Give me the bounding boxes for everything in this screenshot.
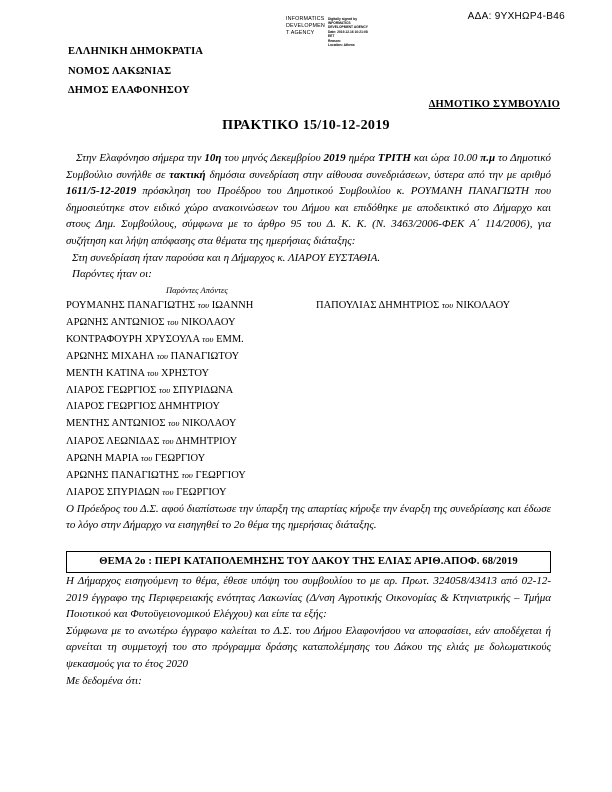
table-row — [66, 399, 551, 415]
intro-bold-invitation-number: 1611/5-12-2019 — [66, 185, 137, 198]
present-attendee — [66, 450, 316, 467]
stamp-detail-2: INFORMATICS — [327, 20, 351, 25]
present-attendee — [66, 484, 316, 501]
present-father: ΠΑΝΑΓΙΩΤΟΥ — [170, 351, 240, 363]
agenda-item-heading: ΘΕΜΑ 2ο : ΠΕΡΙ ΚΑΤΑΠΟΛΕΜΗΣΗΣ ΤΟΥ ΔΑΚΟΥ ΤΗΣ ΕΛΙΑΣ ΑΡΙΘ.ΑΠΟΦ. 68/2019 — [66, 551, 551, 573]
absent-placeholder — [316, 415, 551, 432]
absent-placeholder — [316, 399, 551, 415]
present-father: ΓΕΩΡΓΙΟΥ — [195, 469, 246, 481]
present-relation: του — [202, 333, 214, 344]
chairman-paragraph: Ο Πρόεδρος του Δ.Σ. αφού διαπίστωσε την ύπαρξη της απαρτίας κήρυξε την έναρξη της συνεδρίασης και έδωσε το λόγο στην Δήμαρχο να εισηγηθεί το 2ο θέμα της ημερήσιας διάταξης. — [66, 502, 551, 532]
absent-placeholder — [316, 433, 551, 450]
absent-attendee — [316, 297, 551, 314]
present-attendee — [66, 382, 316, 399]
table-row — [66, 450, 551, 467]
present-father: ΓΕΩΡΓΙΟΥ — [154, 452, 206, 464]
intro-bold-session-type: τακτική — [169, 168, 206, 181]
present-father: ΙΩΑΝΝΗ — [211, 299, 254, 311]
present-intro-line: Παρόντες ήταν οι: — [72, 268, 152, 281]
content-paragraph-1: Η Δήμαρχος εισηγούμενη το θέμα, έθεσε υπόψη του συμβουλίου το με αρ. Πρωτ. 324058/43413 από 02-12-2019 έγγραφο της Περιφερειακής ενότητας Λακωνίας (Δ/νση Αγροτικής Οικονομίας & Κτηνιατρικής – Τμήμα Ποιοτικού και Φυτοϋγειονομικού Ελέγχου) και είπε τα εξής: — [66, 575, 551, 621]
absent-father: ΝΙΚΟΛΑΟΥ — [455, 299, 511, 311]
table-row — [66, 415, 551, 432]
present-attendee — [66, 297, 316, 314]
present-attendee — [66, 467, 316, 484]
content-paragraph-2: Σύμφωνα με το ανωτέρω έγγραφο καλείται το Δ.Σ. του Δήμου Ελαφονήσου να αποφασίσει, εάν αποδέχεται ή αρνείται τη συμμετοχή του στο πρόγραμμα δράσης καταπολέμησης του Δάκου της ελιάς με δολωματικούς ψεκασμούς για το έτος 2020 — [66, 624, 551, 671]
table-row — [66, 314, 551, 331]
stamp-detail-3: DEVELOPMENT AGENCY — [327, 25, 368, 30]
present-attendee — [66, 415, 316, 432]
stamp-detail-6: Reason: — [327, 38, 341, 43]
absent-placeholder — [316, 382, 551, 399]
council-label: ΔΗΜΟΤΙΚΟ ΣΥΜΒΟΥΛΙΟ — [428, 99, 560, 110]
present-name: ΑΡΩΝΗΣ ΑΝΤΩΝΙΟΣ — [66, 316, 165, 328]
letterhead-prefecture: ΝΟΜΟΣ ΛΑΚΩΝΙΑΣ — [68, 65, 172, 77]
present-relation: του — [147, 368, 159, 379]
letterhead — [68, 42, 203, 101]
absent-placeholder — [316, 314, 551, 331]
page-title: ΠΡΑΚΤΙΚΟ 15/10-12-2019 — [222, 118, 390, 133]
present-relation: του — [156, 351, 169, 362]
present-father: ΓΕΩΡΓΙΟΥ — [176, 486, 227, 498]
present-relation: του — [140, 452, 153, 463]
present-father: ΕΜΜ. — [216, 333, 244, 345]
diavgeia-signature-stamp — [286, 16, 368, 48]
present-relation: του — [162, 435, 174, 446]
stamp-detail-7: Location: Athens — [327, 43, 355, 48]
letterhead-republic: ΕΛΛΗΝΙΚΗ ΔΗΜΟΚΡΑΤΙΑ — [68, 46, 204, 57]
present-name: ΛΙΑΡΟΣ ΓΕΩΡΓΙΟΣ — [66, 385, 157, 397]
stamp-detail-5: EET — [327, 34, 335, 39]
table-row — [66, 382, 551, 399]
absent-name: ΠΑΠΟΥΛΙΑΣ ΔΗΜΗΤΡΙΟΣ — [316, 299, 440, 311]
intro-paragraph — [66, 150, 551, 250]
intro-seg-6: δημόσια συνεδρίαση στην αίθουσα συνεδριάσεων, ύστερα από την με αριθμό — [205, 168, 551, 181]
absent-relation: του — [441, 299, 454, 310]
attendance-intro — [66, 250, 551, 283]
roster-columns-header: Παρόντες Απόντες — [166, 284, 228, 295]
intro-seg-7: πρόσκληση του Προέδρου του Δημοτικού Συμβουλίου κ. ΡΟΥΜΑΝΗ ΠΑΝΑΓΙΩΤΗ που δημοσιεύτηκε στον ειδικό χώρο ανακοινώσεων του Δήμου και επιδόθηκε με αποδεικτικό στο Δήμαρχο και στους Δημ. Συμβούλους, σύμφωνα με το άρθρο 95 του Δ. Κ. Κ. (Ν. 3463/2006-ΦΕΚ Α΄ 114/2006), για συζήτηση και λήψη απόφασης στα θέματα της ημερήσιας διάταξης: — [66, 185, 551, 247]
stamp-line-3: T AGENCY — [286, 30, 315, 37]
intro-seg-3: ημέρα — [345, 152, 378, 164]
present-name: ΚΟΝΤΡΑΦΟΥΡΗ ΧΡΥΣΟΥΛΑ — [66, 333, 200, 345]
intro-bold-day: 10η — [204, 152, 222, 164]
mayor-presence-line: Στη συνεδρίαση ήταν παρούσα και η Δήμαρχος κ. ΛΙΑΡΟΥ ΕΥΣΤΑΘΙΑ. — [72, 251, 381, 264]
table-row — [66, 433, 551, 450]
absent-placeholder — [316, 467, 551, 484]
present-name: ΑΡΩΝΗΣ ΠΑΝΑΓΙΩΤΗΣ — [66, 469, 179, 481]
intro-bold-ampm: π.μ — [480, 152, 496, 164]
present-relation: του — [168, 418, 180, 429]
present-relation: του — [167, 316, 179, 327]
stamp-detail-1: Digitally signed by — [327, 16, 358, 21]
present-father: ΝΙΚΟΛΑΟΥ — [182, 418, 237, 430]
present-name: ΛΙΑΡΟΣ ΛΕΩΝΙΔΑΣ — [66, 435, 160, 447]
present-name: ΛΙΑΡΟΣ ΣΠΥΡΙΔΩΝ — [66, 486, 160, 498]
absent-placeholder — [316, 484, 551, 501]
present-name: ΜΕΝΤΗ ΚΑΤΙΝΑ — [66, 368, 145, 380]
stamp-line-2: DEVELOPMEN — [286, 23, 325, 30]
present-attendee — [66, 399, 316, 415]
present-father: ΔΗΜΗΤΡΙΟΥ — [175, 435, 238, 447]
present-name: ΛΙΑΡΟΣ ΓΕΩΡΓΙΟΣ ΔΗΜΗΤΡΙΟΥ — [66, 401, 220, 413]
table-row — [66, 467, 551, 484]
present-name: ΑΡΩΝΗ ΜΑΡΙΑ — [66, 452, 139, 464]
absent-placeholder — [316, 348, 551, 365]
present-relation: του — [181, 469, 193, 480]
absent-placeholder — [316, 450, 551, 467]
intro-seg-5: το Δημοτικό Συμβούλιο συνήλθε σε — [66, 152, 551, 181]
present-relation: του — [158, 385, 171, 396]
ada-code: ΑΔΑ: 9ΥΧΗΩΡ4-Β46 — [467, 11, 565, 22]
intro-seg-2: του μηνός Δεκεμβρίου — [221, 152, 324, 164]
table-row — [66, 484, 551, 501]
present-relation: του — [197, 299, 210, 310]
intro-bold-weekday: ΤΡΙΤΗ — [377, 152, 411, 164]
present-attendee — [66, 348, 316, 365]
table-row — [66, 348, 551, 365]
stamp-signature-details — [328, 16, 368, 48]
intro-seg-4: και ώρα 10.00 — [410, 152, 481, 164]
present-attendee — [66, 433, 316, 450]
stamp-line-1: INFORMATICS — [286, 16, 325, 22]
intro-bold-year: 2019 — [323, 152, 346, 164]
stamp-agency-name — [286, 16, 325, 38]
absent-placeholder — [316, 365, 551, 382]
present-father: ΧΡΗΣΤΟΥ — [161, 368, 210, 380]
present-name: ΜΕΝΤΗΣ ΑΝΤΩΝΙΟΣ — [66, 418, 166, 430]
intro-seg-1: Στην Ελαφόνησο σήμερα την — [76, 152, 205, 164]
table-row — [66, 331, 551, 348]
absent-placeholder — [316, 331, 551, 348]
stamp-detail-4: Date: 2019.12.16 10:21:08 — [327, 29, 368, 34]
present-attendee — [66, 331, 316, 348]
present-attendee — [66, 314, 316, 331]
present-father: ΝΙΚΟΛΑΟΥ — [181, 316, 236, 328]
present-father: ΣΠΥΡΙΔΩΝΑ — [172, 385, 234, 397]
present-attendee — [66, 365, 316, 382]
letterhead-municipality: ΔΗΜΟΣ ΕΛΑΦΟΝΗΣΟΥ — [68, 85, 190, 96]
attendee-roster — [66, 297, 551, 501]
present-name: ΑΡΩΝΗΣ ΜΙΧΑΗΛ — [66, 351, 155, 363]
table-row — [66, 365, 551, 382]
present-relation: του — [162, 486, 174, 497]
present-name: ΡΟΥΜΑΝΗΣ ΠΑΝΑΓΙΩΤΗΣ — [66, 299, 196, 311]
table-row — [66, 297, 551, 314]
content-paragraph-3: Με δεδομένα ότι: — [66, 674, 142, 687]
document-body — [66, 150, 551, 689]
